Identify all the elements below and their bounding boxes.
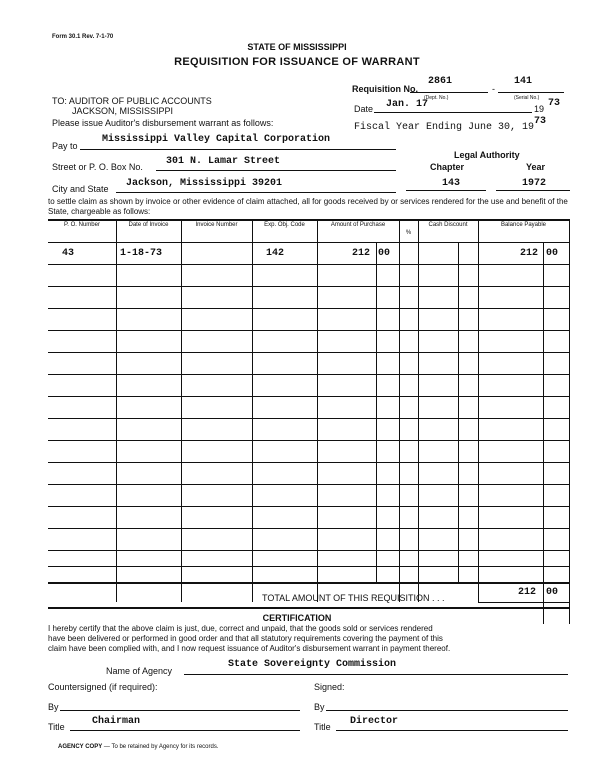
- col-divider-6: [418, 220, 419, 602]
- certification-line-3: claim have been complied with, and I now request issuance of Auditor's disbursement warrant in payment thereof.: [48, 644, 451, 653]
- by-label-right: By: [314, 702, 325, 712]
- col-divider-7: [478, 220, 479, 602]
- year-label: Year: [526, 162, 546, 172]
- requisition-label: Requisition No.: [352, 84, 418, 94]
- year-value: 1972: [522, 178, 547, 189]
- row-line: [48, 528, 570, 529]
- total-label: TOTAL AMOUNT OF THIS REQUISITION . . .: [262, 593, 445, 603]
- row-line: [48, 440, 570, 441]
- row-po-number: 43: [62, 248, 75, 259]
- city-value: Jackson, Mississippi 39201: [126, 178, 283, 189]
- row-line: [48, 506, 570, 507]
- street-label: Street or P. O. Box No.: [52, 162, 143, 172]
- col-cents-divider-discount: [458, 242, 459, 582]
- total-box-divider: [478, 602, 570, 603]
- chapter-line: [406, 190, 486, 191]
- title-line-right: [336, 730, 568, 731]
- header-po-number: P. O. Number: [64, 222, 100, 228]
- header-balance-payable: Balance Payable: [500, 222, 547, 228]
- date-year-suffix: 73: [548, 98, 561, 109]
- col-divider-4: [317, 220, 318, 602]
- table-bottom-border: [48, 582, 570, 584]
- street-line: [156, 170, 396, 171]
- serial-caption: (Serial No.): [514, 95, 540, 101]
- row-line: [48, 352, 570, 353]
- footer-agency-copy: AGENCY COPY: [58, 744, 103, 750]
- header-invoice-number: Invoice Number: [195, 222, 238, 228]
- state-heading: STATE OF MISSISSIPPI: [247, 42, 347, 52]
- row-line: [48, 330, 570, 331]
- row-line: [48, 484, 570, 485]
- serial-number: 141: [514, 76, 533, 87]
- date-value: Jan. 17: [386, 99, 429, 110]
- header-amount-of-purchase: Amount of Purchase: [330, 222, 386, 228]
- footer-text: — To be retained by Agency for its records.: [103, 744, 219, 750]
- title-value-right: Director: [350, 716, 399, 727]
- row-line: [48, 550, 570, 551]
- form-id: Form 30.1 Rev. 7-1-70: [52, 34, 114, 40]
- col-divider-5: [399, 220, 400, 602]
- row-line: [48, 462, 570, 463]
- row-exp-obj-code: 142: [266, 248, 285, 259]
- signed-label: Signed:: [314, 682, 345, 692]
- form-title: REQUISITION FOR ISSUANCE OF WARRANT: [174, 56, 420, 68]
- title-line-left: [70, 730, 300, 731]
- table-right-border: [569, 220, 570, 624]
- total-cents: 00: [546, 587, 559, 598]
- title-label-left: Title: [48, 722, 65, 732]
- pay-to-label: Pay to: [52, 141, 78, 151]
- year-line: [496, 190, 570, 191]
- title-label-right: Title: [314, 722, 331, 732]
- city-label: City and State: [52, 184, 109, 194]
- row-line: [48, 264, 570, 265]
- dept-caption: (Dept. No.): [424, 95, 449, 101]
- footer: [58, 744, 219, 750]
- col-cents-divider-amount: [376, 242, 377, 582]
- fiscal-year-label: Fiscal Year Ending June 30, 19: [354, 122, 535, 133]
- certification-line-1: I hereby certify that the above claim is just, due, correct and unpaid, that the goods sold or services rendered: [48, 624, 433, 633]
- col-divider-3: [252, 220, 253, 602]
- instruction-text: Please issue Auditor's disbursement warrant as follows:: [52, 118, 274, 128]
- row-balance-cents: 00: [546, 248, 559, 259]
- table-top-border: [48, 219, 570, 221]
- header-cash-discount: Cash Discount: [428, 222, 468, 228]
- row-line: [48, 566, 570, 567]
- settle-claim-text: to settle claim as shown by invoice or other evidence of claim attached, all for goods received by or services rendered for the use and benefit of the State, chargeable as follows:: [48, 197, 568, 216]
- col-divider-2: [181, 220, 182, 602]
- date-line: [374, 112, 532, 113]
- certification-title: CERTIFICATION: [262, 613, 332, 623]
- to-line-1: TO: AUDITOR OF PUBLIC ACCOUNTS: [52, 96, 212, 106]
- table-header-border: [48, 242, 570, 243]
- pay-to-value: Mississippi Valley Capital Corporation: [102, 134, 331, 145]
- row-line: [48, 396, 570, 397]
- pay-to-line: [80, 149, 396, 150]
- requisition-dash: -: [492, 84, 495, 94]
- certification-separator: [48, 607, 570, 609]
- row-line: [48, 286, 570, 287]
- row-date-of-invoice: 1-18-73: [120, 248, 163, 259]
- row-amount-cents: 00: [378, 248, 391, 259]
- chapter-value: 143: [442, 178, 461, 189]
- date-label: Date: [354, 104, 374, 114]
- agency-value: State Sovereignty Commission: [228, 659, 397, 670]
- date-year-prefix: 19: [534, 104, 545, 114]
- row-line: [48, 374, 570, 375]
- serial-number-line: [498, 92, 564, 93]
- dept-number-line: [410, 92, 488, 93]
- header-exp-obj-code: Exp. Obj. Code: [264, 222, 305, 228]
- fiscal-year-suffix: 73: [534, 116, 547, 127]
- col-divider-1: [116, 220, 117, 602]
- by-line-right: [326, 710, 568, 711]
- street-value: 301 N. Lamar Street: [166, 156, 281, 167]
- chapter-label: Chapter: [430, 162, 465, 172]
- row-balance: 212: [520, 248, 539, 259]
- agency-label: Name of Agency: [106, 666, 173, 676]
- dept-number: 2861: [428, 76, 453, 87]
- header-date-of-invoice: Date of Invoice: [128, 222, 169, 228]
- countersigned-label: Countersigned (if required):: [48, 682, 158, 692]
- by-label-left: By: [48, 702, 59, 712]
- by-line-left: [60, 710, 300, 711]
- row-line: [48, 418, 570, 419]
- row-amount: 212: [352, 248, 371, 259]
- row-line: [48, 308, 570, 309]
- total-value: 212: [518, 587, 537, 598]
- legal-authority-title: Legal Authority: [454, 150, 520, 160]
- header-percent: %: [405, 230, 412, 236]
- city-line: [116, 192, 396, 193]
- agency-line: [184, 674, 568, 675]
- title-value-left: Chairman: [92, 716, 141, 727]
- certification-line-2: have been delivered or performed in good order and that all statutory requirements covering the payment of this: [48, 634, 443, 643]
- to-line-2: JACKSON, MISSISSIPPI: [72, 106, 174, 116]
